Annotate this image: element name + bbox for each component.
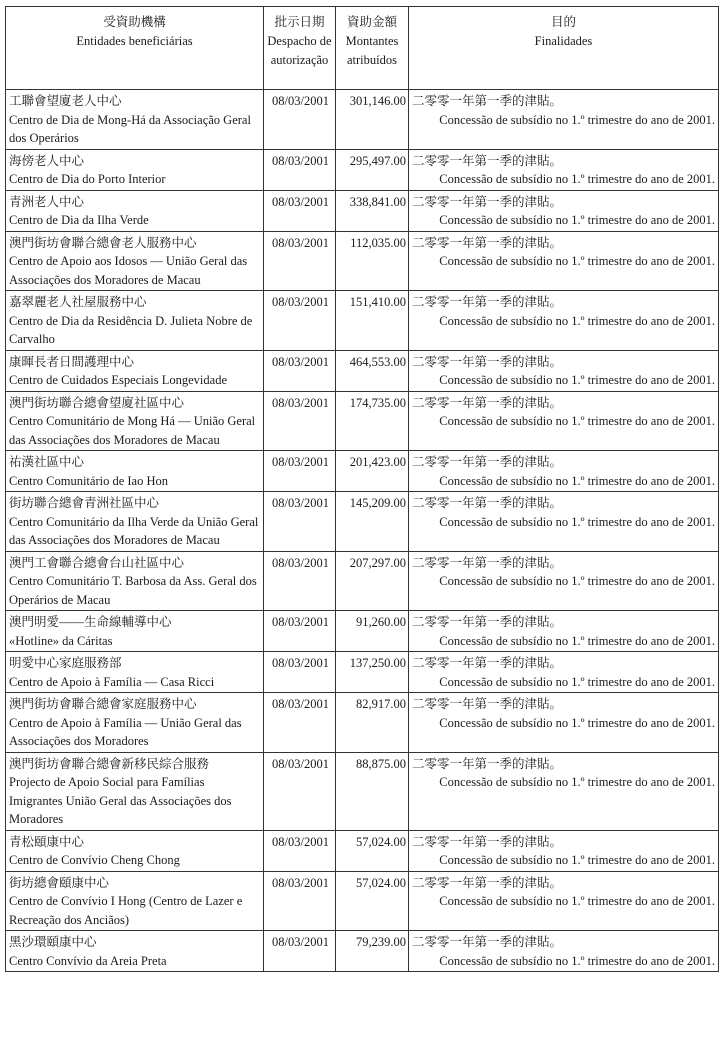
purpose-zh: 二零零一年第一季的津貼。 — [412, 455, 563, 469]
entity-cell — [6, 752, 264, 830]
purpose-pt: Concessão de subsídio no 1.º trimestre do ano de 2001. — [439, 112, 715, 127]
authorization-date: 08/03/2001 — [264, 90, 336, 150]
purpose-pt: Concessão de subsídio no 1.º trimestre do ano de 2001. — [439, 775, 715, 789]
entity-name-zh: 工聯會望廈老人中心 — [9, 94, 122, 108]
table-header-row — [6, 7, 719, 90]
table-row — [6, 693, 719, 753]
header-amount-pt: Montantes atribuídos — [345, 34, 399, 67]
purpose-zh: 二零零一年第一季的津貼。 — [412, 555, 563, 570]
purpose-zh: 二零零一年第一季的津貼。 — [412, 94, 563, 108]
entity-name-pt: Centro Comunitário de Mong Há — União Geral das Associações dos Moradores de Macau — [9, 414, 256, 447]
table-row — [6, 291, 719, 351]
table-row — [6, 611, 719, 652]
table-row — [6, 752, 719, 830]
purpose-pt: Concessão de subsídio no 1.º trimestre do ano de 2001. — [439, 674, 715, 689]
purpose-cell — [409, 90, 719, 150]
purpose-cell — [409, 871, 719, 931]
entity-cell — [6, 652, 264, 693]
authorization-date: 08/03/2001 — [264, 693, 336, 753]
authorization-date: 08/03/2001 — [264, 149, 336, 190]
amount: 57,024.00 — [336, 830, 409, 871]
entity-cell — [6, 492, 264, 552]
authorization-date: 08/03/2001 — [264, 611, 336, 652]
table-row — [6, 149, 719, 190]
purpose-zh: 二零零一年第一季的津貼。 — [412, 697, 563, 711]
purpose-pt: Concessão de subsídio no 1.º trimestre do ano de 2001. — [439, 633, 715, 648]
purpose-pt: Concessão de subsídio no 1.º trimestre do ano de 2001. — [439, 473, 715, 488]
entity-name-zh: 黑沙環頤康中心 — [9, 935, 97, 949]
header-date — [264, 7, 336, 90]
entity-name-pt: Centro de Dia do Porto Interior — [9, 172, 166, 186]
table-row — [6, 90, 719, 150]
purpose-pt: Concessão de subsídio no 1.º trimestre do ano de 2001. — [439, 254, 715, 268]
amount: 464,553.00 — [336, 350, 409, 391]
entity-name-pt: Centro de Dia da Ilha Verde — [9, 213, 149, 227]
table-row — [6, 871, 719, 931]
purpose-pt: Concessão de subsídio no 1.º trimestre do ano de 2001. — [439, 715, 715, 730]
entity-cell — [6, 231, 264, 291]
entity-cell — [6, 149, 264, 190]
purpose-cell — [409, 190, 719, 231]
entity-name-zh: 街坊總會頤康中心 — [9, 875, 110, 890]
purpose-zh: 二零零一年第一季的津貼。 — [412, 615, 563, 629]
purpose-cell — [409, 611, 719, 652]
amount: 112,035.00 — [336, 231, 409, 291]
authorization-date: 08/03/2001 — [264, 350, 336, 391]
amount: 57,024.00 — [336, 871, 409, 931]
authorization-date: 08/03/2001 — [264, 931, 336, 972]
purpose-cell — [409, 652, 719, 693]
header-amount — [336, 7, 409, 90]
purpose-cell — [409, 451, 719, 492]
amount: 137,250.00 — [336, 652, 409, 693]
purpose-zh: 二零零一年第一季的津貼。 — [412, 756, 563, 771]
entity-name-zh: 青洲老人中心 — [9, 194, 85, 209]
purpose-pt: Concessão de subsídio no 1.º trimestre do ano de 2001. — [439, 574, 715, 588]
entity-name-zh: 澳門工會聯合總會台山社區中心 — [9, 555, 185, 570]
header-purpose-zh: 目的 — [550, 15, 576, 29]
purpose-cell — [409, 931, 719, 972]
purpose-zh: 二零零一年第一季的津貼。 — [412, 834, 563, 849]
entity-name-zh: 明愛中心家庭服務部 — [9, 656, 122, 670]
amount: 201,423.00 — [336, 451, 409, 492]
purpose-pt: Concessão de subsídio no 1.º trimestre do ano de 2001. — [439, 514, 715, 529]
purpose-cell — [409, 391, 719, 451]
entity-name-pt: Centro Comunitário T. Barbosa da Ass. Geral dos Operários de Macau — [9, 574, 257, 607]
purpose-zh: 二零零一年第一季的津貼。 — [412, 395, 563, 410]
header-entity — [6, 7, 264, 90]
entity-name-zh: 澳門街坊會聯合總會家庭服務中心 — [9, 697, 197, 711]
entity-name-pt: Centro de Dia da Residência D. Julieta Nobre de Carvalho — [9, 313, 253, 346]
purpose-cell — [409, 231, 719, 291]
header-entity-pt: Entidades beneficiárias — [76, 34, 193, 48]
table-row — [6, 451, 719, 492]
entity-cell — [6, 931, 264, 972]
entity-name-zh: 海傍老人中心 — [9, 153, 85, 168]
table-row — [6, 551, 719, 611]
table-row — [6, 492, 719, 552]
amount: 145,209.00 — [336, 492, 409, 552]
entity-cell — [6, 90, 264, 150]
purpose-pt: Concessão de subsídio no 1.º trimestre do ano de 2001. — [439, 414, 715, 428]
purpose-cell — [409, 830, 719, 871]
amount: 88,875.00 — [336, 752, 409, 830]
entity-name-zh: 街坊聯合總會青洲社區中心 — [9, 496, 160, 510]
purpose-zh: 二零零一年第一季的津貼。 — [412, 235, 563, 250]
authorization-date: 08/03/2001 — [264, 871, 336, 931]
entity-name-pt: Centro de Dia de Mong-Há da Associação Geral dos Operários — [9, 112, 251, 145]
authorization-date: 08/03/2001 — [264, 492, 336, 552]
entity-name-pt: Centro de Convívio I Hong (Centro de Lazer e Recreação dos Anciãos) — [9, 894, 243, 927]
amount: 151,410.00 — [336, 291, 409, 351]
authorization-date: 08/03/2001 — [264, 190, 336, 231]
purpose-pt: Concessão de subsídio no 1.º trimestre do ano de 2001. — [439, 213, 715, 227]
entity-name-pt: Centro Comunitário da Ilha Verde da União Geral das Associações dos Moradores de Macau — [9, 514, 259, 547]
entity-name-pt: Centro de Apoio aos Idosos — União Geral das Associações dos Moradores de Macau — [9, 254, 248, 287]
entity-cell — [6, 190, 264, 231]
entity-name-pt: Centro de Cuidados Especiais Longevidade — [9, 373, 227, 387]
purpose-zh: 二零零一年第一季的津貼。 — [412, 295, 563, 309]
entity-name-pt: Centro Comunitário de Iao Hon — [9, 473, 168, 488]
amount: 207,297.00 — [336, 551, 409, 611]
amount: 301,146.00 — [336, 90, 409, 150]
amount: 79,239.00 — [336, 931, 409, 972]
entity-name-zh: 祐漢社區中心 — [9, 455, 85, 469]
entity-cell — [6, 451, 264, 492]
purpose-pt: Concessão de subsídio no 1.º trimestre do ano de 2001. — [439, 894, 715, 908]
entity-name-pt: Centro de Apoio à Família — União Geral das Associações dos Moradores — [9, 715, 242, 748]
entity-name-pt: Projecto de Apoio Social para Famílias Imigrantes União Geral das Associações dos Moradores — [9, 775, 232, 826]
entity-name-pt: Centro de Apoio à Família — Casa Ricci — [9, 674, 215, 689]
amount: 295,497.00 — [336, 149, 409, 190]
purpose-cell — [409, 291, 719, 351]
entity-name-pt: «Hotline» da Cáritas — [9, 633, 113, 648]
entity-cell — [6, 830, 264, 871]
purpose-pt: Concessão de subsídio no 1.º trimestre do ano de 2001. — [439, 373, 715, 387]
purpose-cell — [409, 693, 719, 753]
purpose-pt: Concessão de subsídio no 1.º trimestre do ano de 2001. — [439, 853, 715, 867]
entity-name-pt: Centro de Convívio Cheng Chong — [9, 853, 180, 867]
entity-cell — [6, 350, 264, 391]
header-amount-zh: 資助金額 — [346, 15, 397, 29]
authorization-date: 08/03/2001 — [264, 830, 336, 871]
entity-cell — [6, 693, 264, 753]
purpose-zh: 二零零一年第一季的津貼。 — [412, 496, 563, 510]
purpose-zh: 二零零一年第一季的津貼。 — [412, 656, 563, 670]
header-date-zh: 批示日期 — [274, 15, 325, 29]
amount: 338,841.00 — [336, 190, 409, 231]
table-row — [6, 652, 719, 693]
purpose-zh: 二零零一年第一季的津貼。 — [412, 354, 563, 369]
table-body — [6, 90, 719, 972]
purpose-cell — [409, 752, 719, 830]
amount: 174,735.00 — [336, 391, 409, 451]
entity-name-zh: 澳門街坊聯合總會望廈社區中心 — [9, 395, 185, 410]
header-purpose — [409, 7, 719, 90]
authorization-date: 08/03/2001 — [264, 291, 336, 351]
table-row — [6, 830, 719, 871]
table-row — [6, 931, 719, 972]
header-purpose-pt: Finalidades — [534, 34, 593, 48]
purpose-pt: Concessão de subsídio no 1.º trimestre do ano de 2001. — [439, 172, 715, 186]
authorization-date: 08/03/2001 — [264, 551, 336, 611]
subsidy-table — [5, 6, 719, 972]
entity-cell — [6, 871, 264, 931]
table-row — [6, 190, 719, 231]
purpose-zh: 二零零一年第一季的津貼。 — [412, 875, 563, 890]
authorization-date: 08/03/2001 — [264, 231, 336, 291]
header-entity-zh: 受資助機構 — [103, 15, 166, 29]
amount: 82,917.00 — [336, 693, 409, 753]
table-row — [6, 350, 719, 391]
purpose-pt: Concessão de subsídio no 1.º trimestre do ano de 2001. — [439, 313, 715, 328]
purpose-zh: 二零零一年第一季的津貼。 — [412, 194, 563, 209]
purpose-pt: Concessão de subsídio no 1.º trimestre do ano de 2001. — [439, 953, 715, 968]
entity-name-zh: 澳門街坊會聯合總會新移民綜合服務 — [9, 756, 210, 771]
purpose-zh: 二零零一年第一季的津貼。 — [412, 153, 563, 168]
authorization-date: 08/03/2001 — [264, 451, 336, 492]
purpose-cell — [409, 551, 719, 611]
amount: 91,260.00 — [336, 611, 409, 652]
entity-cell — [6, 391, 264, 451]
purpose-cell — [409, 492, 719, 552]
entity-name-zh: 康暉長者日間護理中心 — [9, 354, 135, 369]
entity-name-zh: 青松頤康中心 — [9, 834, 85, 849]
table-row — [6, 391, 719, 451]
entity-cell — [6, 611, 264, 652]
entity-name-zh: 嘉翠麗老人社屋服務中心 — [9, 295, 147, 309]
entity-cell — [6, 551, 264, 611]
purpose-cell — [409, 350, 719, 391]
authorization-date: 08/03/2001 — [264, 752, 336, 830]
header-date-pt: Despacho de autorização — [267, 34, 332, 67]
authorization-date: 08/03/2001 — [264, 652, 336, 693]
authorization-date: 08/03/2001 — [264, 391, 336, 451]
table-row — [6, 231, 719, 291]
entity-cell — [6, 291, 264, 351]
purpose-cell — [409, 149, 719, 190]
entity-name-zh: 澳門街坊會聯合總會老人服務中心 — [9, 235, 197, 250]
entity-name-zh: 澳門明愛——生命線輔導中心 — [9, 615, 172, 629]
entity-name-pt: Centro Convívio da Areia Preta — [9, 953, 167, 968]
purpose-zh: 二零零一年第一季的津貼。 — [412, 935, 563, 949]
